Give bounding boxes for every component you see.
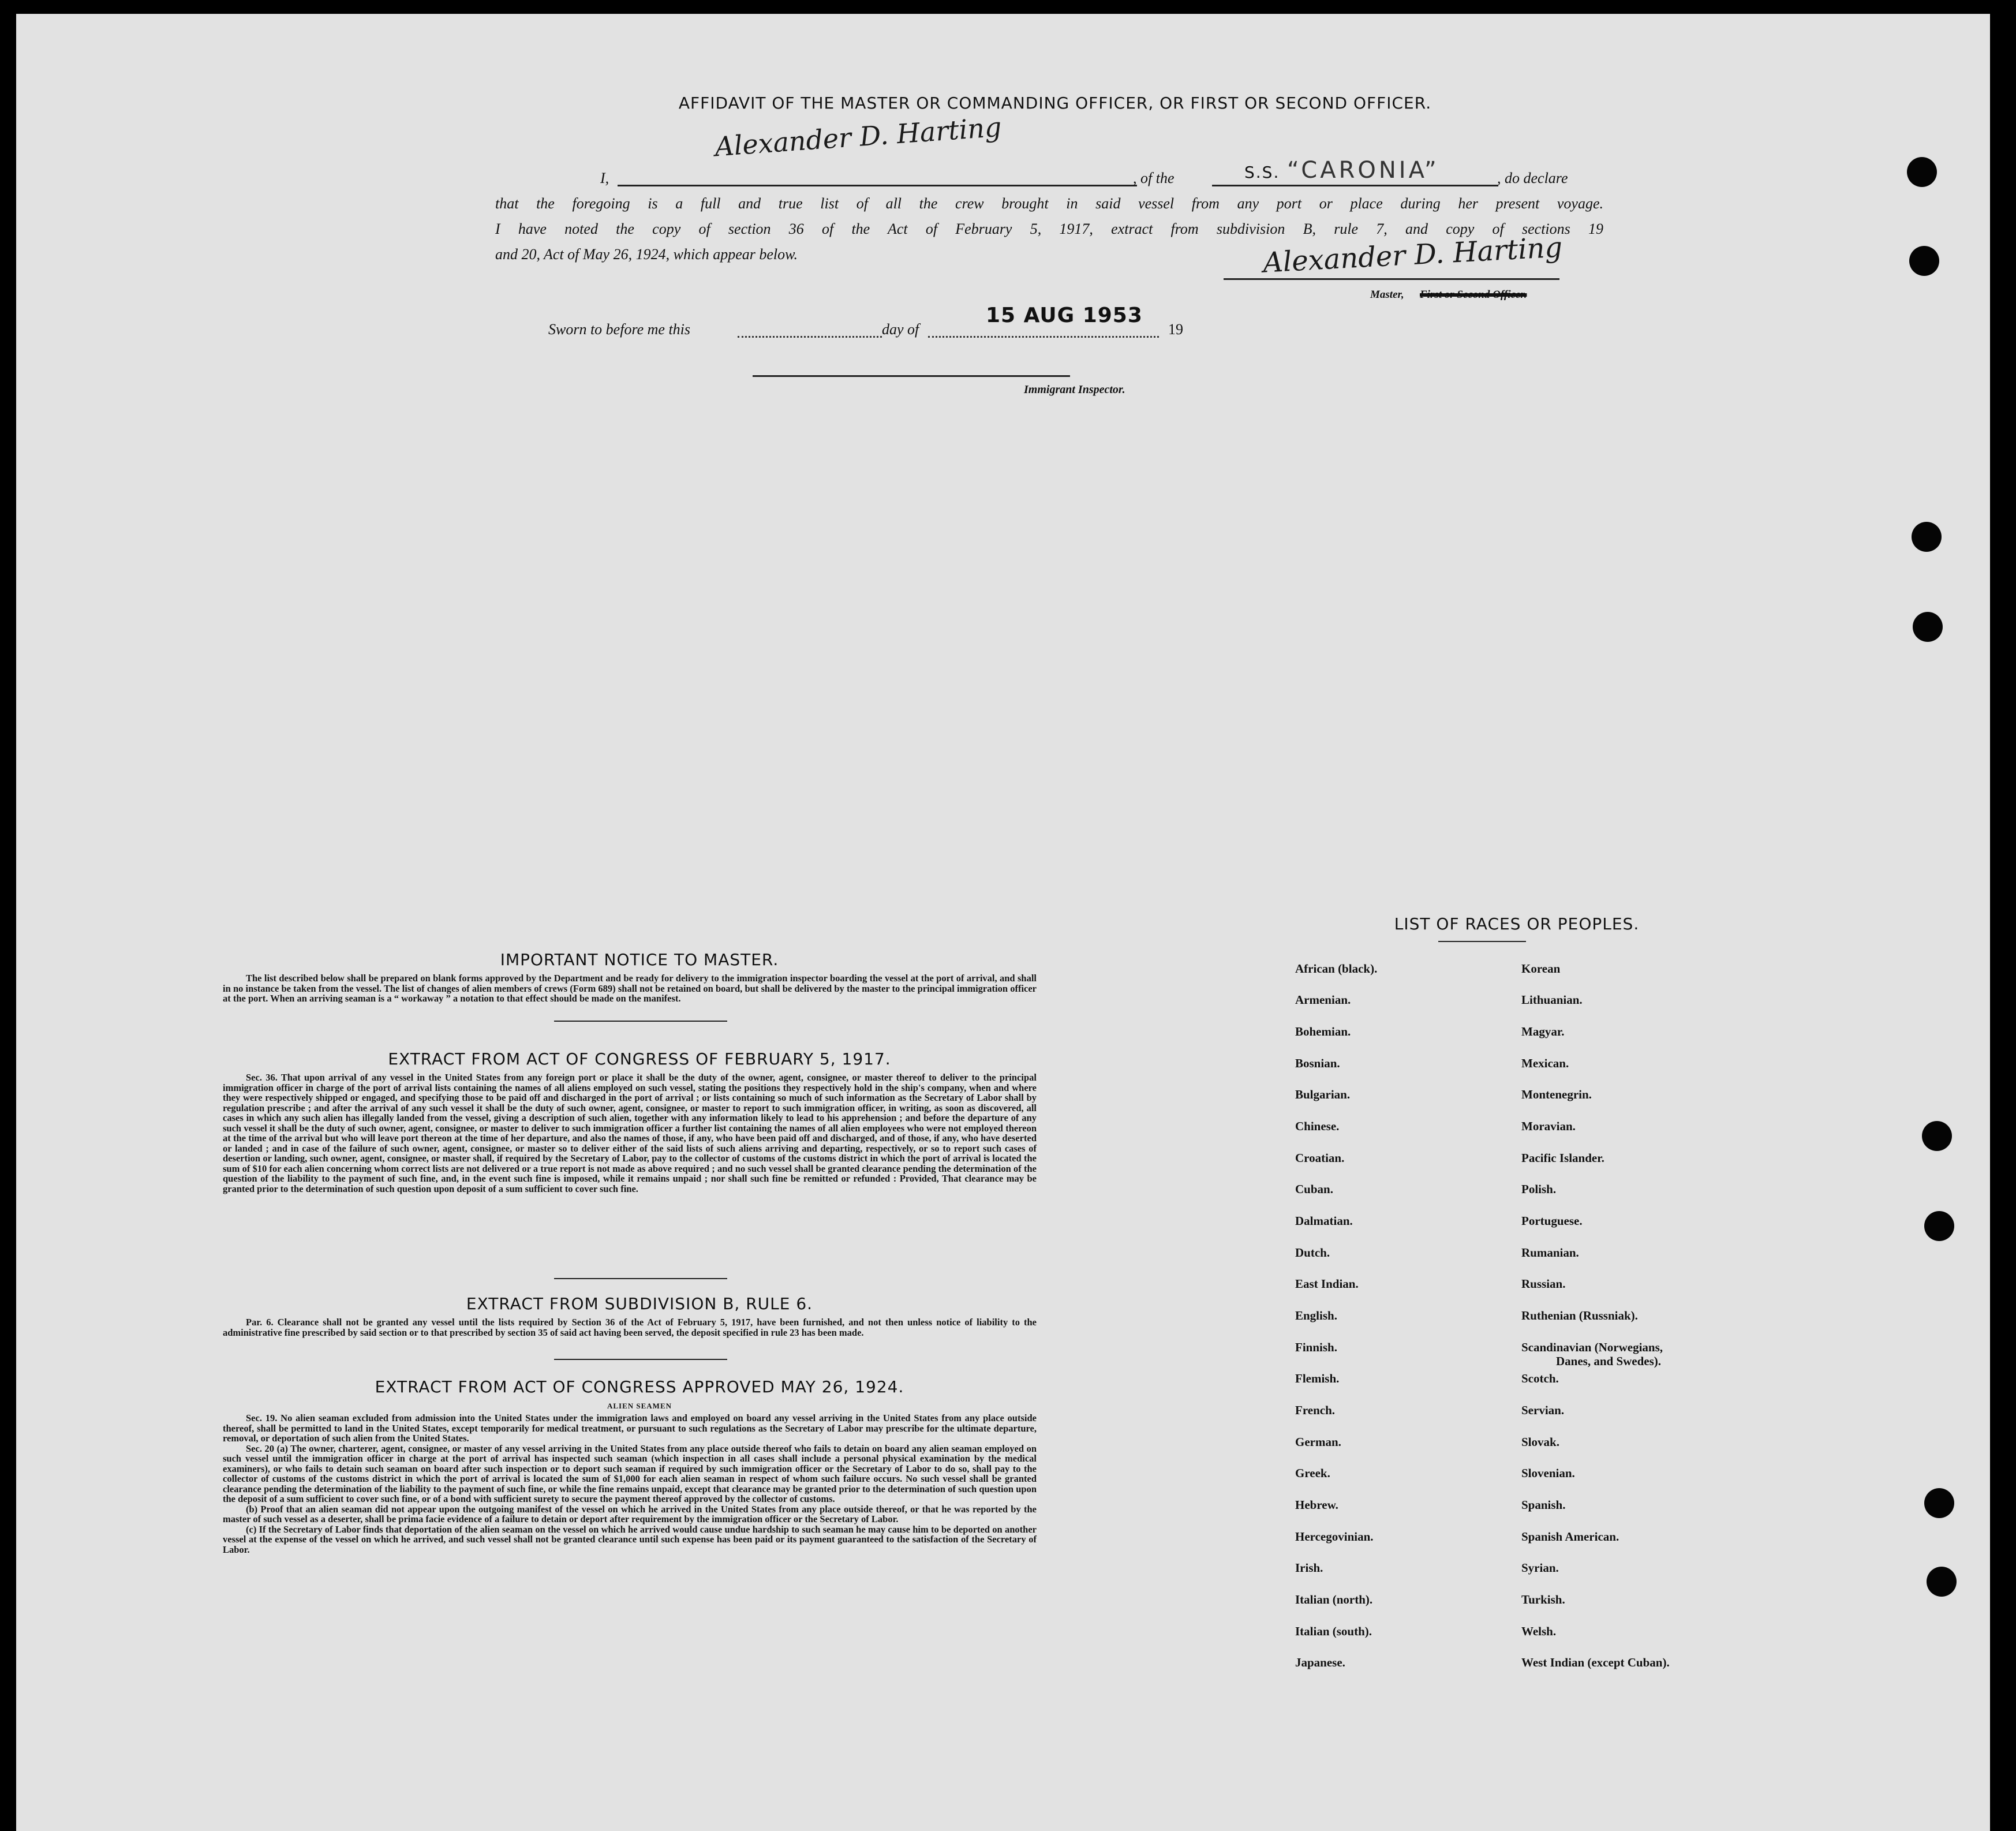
subdivision-heading: EXTRACT FROM SUBDIVISION B, RULE 6. — [466, 1294, 813, 1313]
race-right-item: West Indian (except Cuban). — [1521, 1656, 1670, 1669]
race-right-item: Slovenian. — [1521, 1466, 1575, 1480]
extract-1917-divider — [554, 1278, 727, 1279]
race-left-item: Croatian. — [1295, 1151, 1345, 1165]
declaration-line-3: and 20, Act of May 26, 1924, which appear below. — [495, 246, 798, 263]
race-right-item: Scotch. — [1521, 1372, 1559, 1385]
subdivision-divider — [554, 1359, 727, 1360]
declaration-line-2: I have noted the copy of section 36 of the Act of February 5, 1917, extract from subdivision B, rule 7, and copy of sections 19 — [495, 221, 1603, 237]
section-20c-paragraph: (c) If the Secretary of Labor finds that deportation of the alien seaman on the vessel on which he arrived would cause undue hardship to such seaman he may cause him to be deported on another vessel at the expense of the vessel on which he arrived, and such vessel shall not be granted clearance until such expense has been paid or its payment guaranteed to the satisfaction of the Secretary of Labor. — [223, 1523, 1037, 1555]
race-right-item: Slovak. — [1521, 1435, 1559, 1449]
race-right-item: Portuguese. — [1521, 1214, 1583, 1228]
extract-1917-text — [223, 1073, 1037, 1194]
binder-hole-2 — [1909, 246, 1939, 276]
race-left-item: Armenian. — [1295, 993, 1351, 1007]
binder-hole-7 — [1924, 1488, 1954, 1518]
notice-text — [223, 973, 1037, 1004]
section-20a-paragraph: Sec. 20 (a) The owner, charterer, agent, consignee, or master of any vessel arriving in the United States from any place outside thereof who fails to detain on board any alien seaman employed on such vessel until the immigration officer in charge at the port of arrival has inspected such seaman (which inspection in all cases shall include a personal physical examination by the medical examiners), or who fails to detain such seaman on board after such inspection or to deport such seaman if required by such immigration officer or the Secretary of Labor to do so, shall pay to the collector of customs of the customs district in which the port of arrival is located the sum of $1,000 for each alien seaman in respect of whom such failure occurs. No such vessel shall be granted clearance pending the determination of the liability to the payment of such fine, or while the fine remains unpaid, except that clearance may be granted prior to the determination of such question upon the deposit of a sum sufficient to cover such fine, or of a bond with sufficient surety to secure the payment thereof approved by the collector of customs. — [223, 1443, 1037, 1504]
race-left-item: East Indian. — [1295, 1277, 1359, 1291]
race-left-item: Dutch. — [1295, 1246, 1330, 1260]
notice-paragraph: The list described below shall be prepared on blank forms approved by the Department and be ready for delivery to the immigration inspector boarding the vessel at the port of arrival, and shall in no instance be taken from the vessel. The list of changes of alien members of crews (Form 689) shall not be retained on board, but shall be delivered by the master to the principal immigration officer at the port. When an arriving seaman is a “ workaway ” a notation to that effect should be made on the manifest. — [223, 973, 1037, 1004]
vessel-field-line — [1212, 185, 1498, 186]
races-heading: LIST OF RACES OR PEOPLES. — [1394, 914, 1640, 933]
race-left-item: French. — [1295, 1403, 1336, 1417]
race-left-item: Finnish. — [1295, 1340, 1337, 1354]
race-right-item-continuation: Danes, and Swedes). — [1556, 1354, 1662, 1368]
race-right-item: Magyar. — [1521, 1025, 1565, 1038]
year-suffix: 19 — [1168, 321, 1183, 338]
binder-hole-6 — [1924, 1211, 1954, 1241]
inspector-signature-line — [753, 375, 1070, 377]
race-right-item: Polish. — [1521, 1182, 1557, 1196]
extract-1917-heading: EXTRACT FROM ACT OF CONGRESS OF FEBRUARY 5, 1917. — [388, 1049, 891, 1068]
section-19-paragraph: Sec. 19. No alien seaman excluded from admission into the United States under the immigration laws and employed on board any vessel arriving in the United States from any place outside thereof, shall be permitted to land in the United States, except temporarily for medical treatment, or pursuant to such regulations as the Secretary of Labor may prescribe for the ultimate departure, removal, or deportation of such alien from the United States. — [223, 1413, 1037, 1444]
race-left-item: African (black). — [1295, 962, 1378, 976]
section-36-paragraph: Sec. 36. That upon arrival of any vessel in the United States from any foreign port or place it shall be the duty of the owner, agent, consignee, or master thereof to deliver to the principal immigration officer in charge of the port of arrival lists containing the names of all aliens employed on such vessel, stating the positions they respectively hold in the ship's company, when and where they were respectively shipped or engaged, and specifying those to be paid off and discharged in the port of arrival ; or lists containing so much of such information as the Secretary of Labor shall by regulation prescribe ; and after the arrival of any such vessel it shall be the duty of such owner, agent, consignee, or master to report to such immigration officer, in writing, as soon as discovered, all cases in which any such alien has illegally landed from the vessel, giving a description of such alien, together with any information likely to lead to his apprehension ; and before the departure of any such vessel it shall be the duty of such owner, agent, consignee, or master to deliver to such immigration officer a further list containing the names of all alien employees who were not employed thereon at the time of the arrival but who will leave port thereon at the time of her departure, and also the names of those, if any, who have been paid off and discharged, and of those, if any, who have deserted or landed ; and in case of the failure of such owner, agent, consignee, or master so to deliver either of the said lists of such aliens arriving and departing, respectively, or so to report such cases of desertion or landing, such owner, agent, consignee, or master shall, if required by the Secretary of Labor, pay to the collector of customs of the customs district in which the port of arrival is located the sum of $10 for each alien concerning whom correct lists are not delivered or a true report is not made as above required ; and no such vessel shall be granted clearance pending the determination of the question of the liability to the payment of such fine, and, in the event such fine is imposed, while it remains unpaid ; nor shall such fine be remitted or refunded : Provided, That clearance may be granted prior to the determination of such question upon deposit of a sum sufficient to cover such fine. — [223, 1072, 1037, 1194]
signature-master: Alexander D. Harting — [1262, 231, 1564, 279]
race-right-item: Mexican. — [1521, 1056, 1569, 1070]
race-right-item: Turkish. — [1521, 1593, 1565, 1606]
races-divider — [1438, 941, 1526, 942]
race-right-item: Scandinavian (Norwegians, — [1521, 1340, 1663, 1354]
race-left-item: Hebrew. — [1295, 1498, 1338, 1512]
name-field-line — [618, 185, 1137, 186]
document-sheet — [16, 14, 1990, 1831]
section-20b-paragraph: (b) Proof that an alien seaman did not appear upon the outgoing manifest of the vessel on which he arrived in the United States from any place outside thereof, or that he was reported by the master of such vessel as a deserter, shall be prima facie evidence of a failure to detain or deport after requirement by the immigration officer or the Secretary of Labor. — [223, 1503, 1037, 1524]
race-left-item: Italian (south). — [1295, 1624, 1372, 1638]
race-left-item: Chinese. — [1295, 1119, 1340, 1133]
affidavit-heading: AFFIDAVIT OF THE MASTER OR COMMANDING OFFICER, OR FIRST OR SECOND OFFICER. — [678, 94, 1432, 113]
master-label: Master, — [1370, 289, 1404, 301]
extract-1924-heading: EXTRACT FROM ACT OF CONGRESS APPROVED MAY 26, 1924. — [375, 1377, 904, 1396]
race-left-item: Bohemian. — [1295, 1025, 1351, 1038]
race-left-item: Dalmatian. — [1295, 1214, 1353, 1228]
race-right-item: Lithuanian. — [1521, 993, 1583, 1007]
alien-seamen-subheading: ALIEN SEAMEN — [607, 1402, 672, 1410]
sworn-label: Sworn to before me this — [548, 321, 691, 338]
race-right-item: Moravian. — [1521, 1119, 1576, 1133]
race-right-item: Welsh. — [1521, 1624, 1557, 1638]
extract-1924-text — [223, 1413, 1037, 1555]
par-6-paragraph: Par. 6. Clearance shall not be granted any vessel until the lists required by Section 36 of the Act of February 5, 1917, have been furnished, and not then unless notice of liability to the administrative fine prescribed by said section or to that prescribed by section 35 of said act having been served, the deposit specified in rule 23 has been made. — [223, 1317, 1037, 1338]
race-right-item: Ruthenian (Russniak). — [1521, 1309, 1638, 1322]
race-right-item: Servian. — [1521, 1403, 1565, 1417]
signature-top: Alexander D. Harting — [713, 111, 1003, 163]
date-stamp: 15 AUG 1953 — [986, 304, 1143, 327]
notice-heading: IMPORTANT NOTICE TO MASTER. — [500, 950, 779, 969]
race-right-item: Korean — [1521, 962, 1561, 976]
sworn-day-line — [738, 336, 882, 338]
of-the-label: , of the — [1133, 170, 1175, 186]
race-left-item: Irish. — [1295, 1561, 1323, 1575]
sworn-month-line — [928, 336, 1159, 338]
binder-hole-4 — [1913, 612, 1943, 642]
race-left-item: Greek. — [1295, 1466, 1330, 1480]
race-right-item: Syrian. — [1521, 1561, 1559, 1575]
master-signature-line — [1224, 278, 1559, 280]
i-label: I, — [600, 170, 609, 186]
binder-hole-8 — [1927, 1567, 1957, 1597]
race-left-item: Hercegovinian. — [1295, 1530, 1374, 1544]
race-right-item: Rumanian. — [1521, 1246, 1579, 1260]
vessel-prefix: S.S. — [1244, 163, 1280, 182]
race-right-item: Russian. — [1521, 1277, 1566, 1291]
vessel-name: “CARONIA” — [1287, 157, 1439, 184]
binder-hole-3 — [1912, 522, 1942, 552]
race-left-item: English. — [1295, 1309, 1337, 1322]
inspector-label: Immigrant Inspector. — [1024, 383, 1125, 396]
do-declare-label: , do declare — [1497, 170, 1568, 186]
race-left-item: Japanese. — [1295, 1656, 1345, 1669]
subdivision-text — [223, 1317, 1037, 1337]
race-left-item: Flemish. — [1295, 1372, 1340, 1385]
race-left-item: German. — [1295, 1435, 1341, 1449]
declaration-line-1: that the foregoing is a full and true list of all the crew brought in said vessel from any port or place during her present voyage. — [495, 195, 1603, 212]
race-left-item: Cuban. — [1295, 1182, 1333, 1196]
race-left-item: Bosnian. — [1295, 1056, 1340, 1070]
notice-divider — [554, 1021, 727, 1022]
race-left-item: Bulgarian. — [1295, 1088, 1351, 1101]
day-of-label: day of — [882, 321, 919, 338]
race-right-item: Spanish. — [1521, 1498, 1566, 1512]
binder-hole-5 — [1922, 1121, 1952, 1151]
race-right-item: Spanish American. — [1521, 1530, 1619, 1544]
struck-officer-label: First or Second Officer. — [1420, 289, 1527, 301]
race-left-item: Italian (north). — [1295, 1593, 1373, 1606]
race-right-item: Pacific Islander. — [1521, 1151, 1604, 1165]
binder-hole-1 — [1907, 157, 1937, 187]
race-right-item: Montenegrin. — [1521, 1088, 1592, 1101]
